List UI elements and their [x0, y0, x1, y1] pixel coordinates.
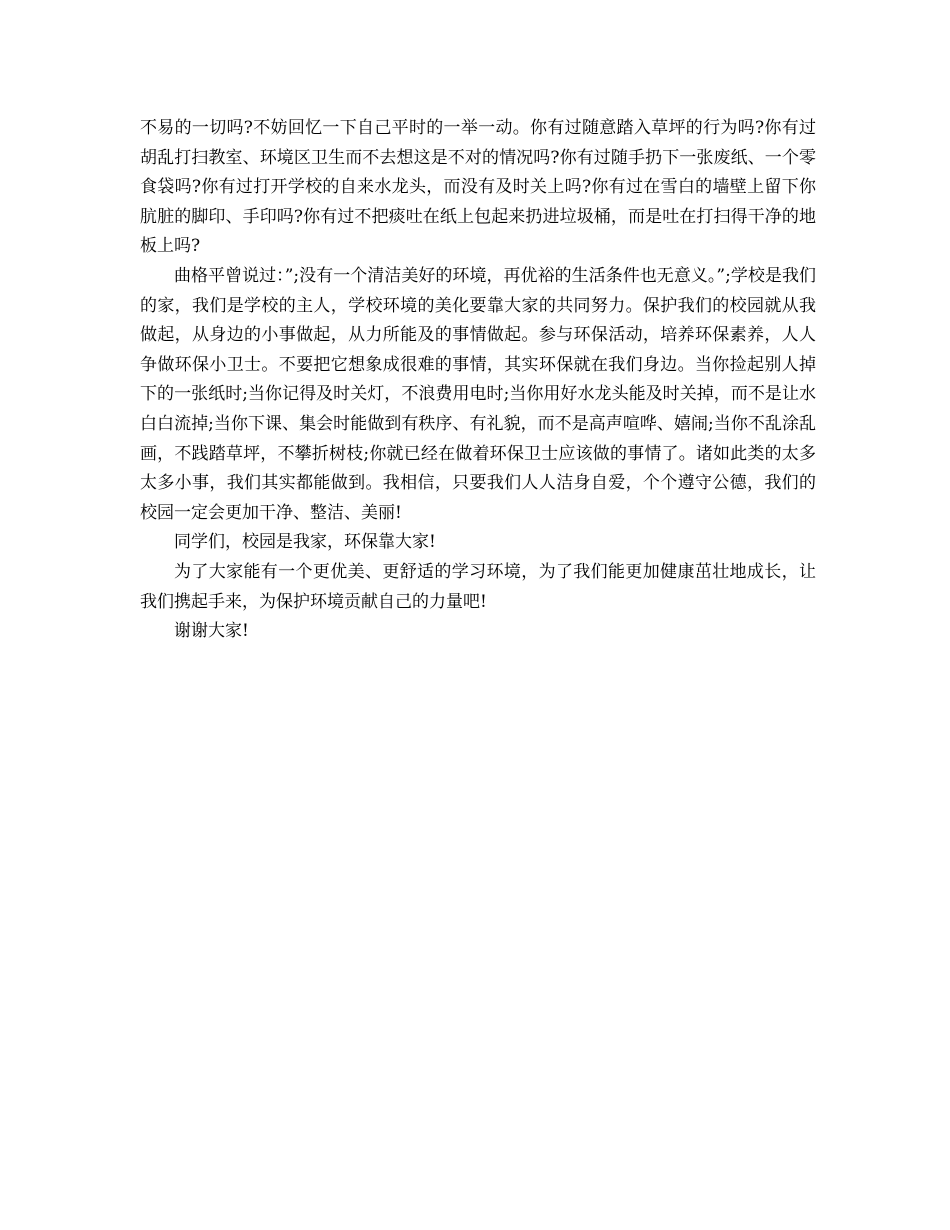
- paragraph-slogan: 同学们，校园是我家，环保靠大家!: [174, 532, 436, 553]
- paragraph-call-to-action: 为了大家能有一个更优美、更舒适的学习环境，为了我们能更加健康茁壮地成长，让我们携起手来，为保护环境贡献自己的力量吧!: [140, 561, 816, 612]
- paragraph-continued: 不易的一切吗?不妨回忆一下自己平时的一举一动。你有过随意踏入草坪的行为吗?你有过胡乱打扫教室、环境区卫生而不去想这是不对的情况吗?你有过随手扔下一张废纸、一个零食袋吗?你有过打开学校的自来水龙头，而没有及时关上吗?你有过在雪白的墙壁上留下你肮脏的脚印、手印吗?你有过不把痰吐在纸上包起来扔进垃圾桶，而是吐在打扫得干净的地板上吗?: [140, 118, 816, 257]
- paragraph-thanks: 谢谢大家!: [174, 621, 249, 642]
- paragraph-quote: 曲格平曾说过：”;没有一个清洁美好的环境，再优裕的生活条件也无意义。”;学校是我们的家，我们是学校的主人，学校环境的美化要靠大家的共同努力。保护我们的校园就从我做起，从身边的小事做起，从力所能及的事情做起。参与环保活动，培养环保素养，人人争做环保小卫士。不要把它想象成很难的事情，其实环保就在我们身边。当你捡起别人掉下的一张纸时;当你记得及时关灯，不浪费用电时;当你用好水龙头能及时关掉，而不是让水白白流掉;当你下课、集会时能做到有秩序、有礼貌，而不是高声喧哗、嬉闹;当你不乱涂乱画，不践踏草坪，不攀折树枝;你就已经在做着环保卫士应该做的事情了。诸如此类的太多太多小事，我们其实都能做到。我相信，只要我们人人洁身自爱，个个遵守公德，我们的校园一定会更加干净、整洁、美丽!: [140, 265, 816, 523]
- document-body: [140, 114, 816, 647]
